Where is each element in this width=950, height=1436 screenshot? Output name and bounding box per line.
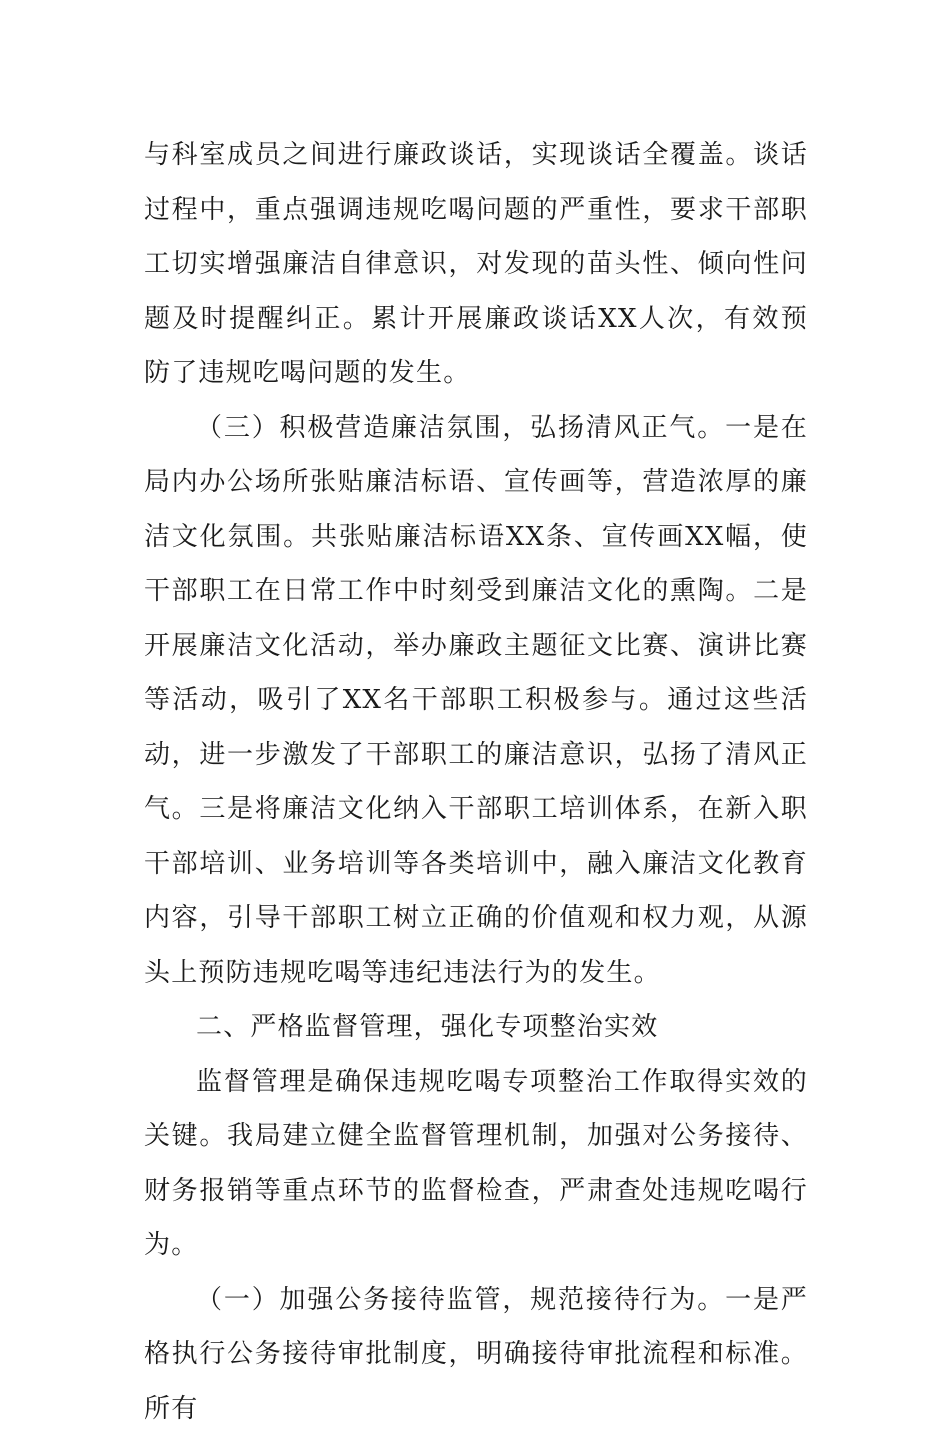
paragraph-section-3: （三）积极营造廉洁氛围，弘扬清风正气。一是在局内办公场所张贴廉洁标语、宣传画等，营造浓厚的廉洁文化氛围。共张贴廉洁标语XX条、宣传画XX幅，使干部职工在日常工作中时刻受到廉洁文化的熏陶。二是开展廉洁文化活动，举办廉政主题征文比赛、演讲比赛等活动，吸引了XX名干部职工积极参与。通过这些活动，进一步激发了干部职工的廉洁意识，弘扬了清风正气。三是将廉洁文化纳入干部职工培训体系，在新入职干部培训、业务培训等各类培训中，融入廉洁文化教育内容，引导干部职工树立正确的价值观和权力观，从源头上预防违规吃喝等违纪违法行为的发生。 [144, 401, 808, 1001]
heading-section-2: 二、严格监督管理，强化专项整治实效 [144, 1000, 808, 1055]
paragraph-section-2-intro: 监督管理是确保违规吃喝专项整治工作取得实效的关键。我局建立健全监督管理机制，加强对公务接待、财务报销等重点环节的监督检查，严肃查处违规吃喝行为。 [144, 1055, 808, 1273]
paragraph-continuation: 与科室成员之间进行廉政谈话，实现谈话全覆盖。谈话过程中，重点强调违规吃喝问题的严重性，要求干部职工切实增强廉洁自律意识，对发现的苗头性、倾向性问题及时提醒纠正。累计开展廉政谈话XX人次，有效预防了违规吃喝问题的发生。 [144, 128, 808, 401]
document-body [144, 128, 808, 1436]
paragraph-section-2-1: （一）加强公务接待监管，规范接待行为。一是严格执行公务接待审批制度，明确接待审批流程和标准。所有 [144, 1273, 808, 1436]
